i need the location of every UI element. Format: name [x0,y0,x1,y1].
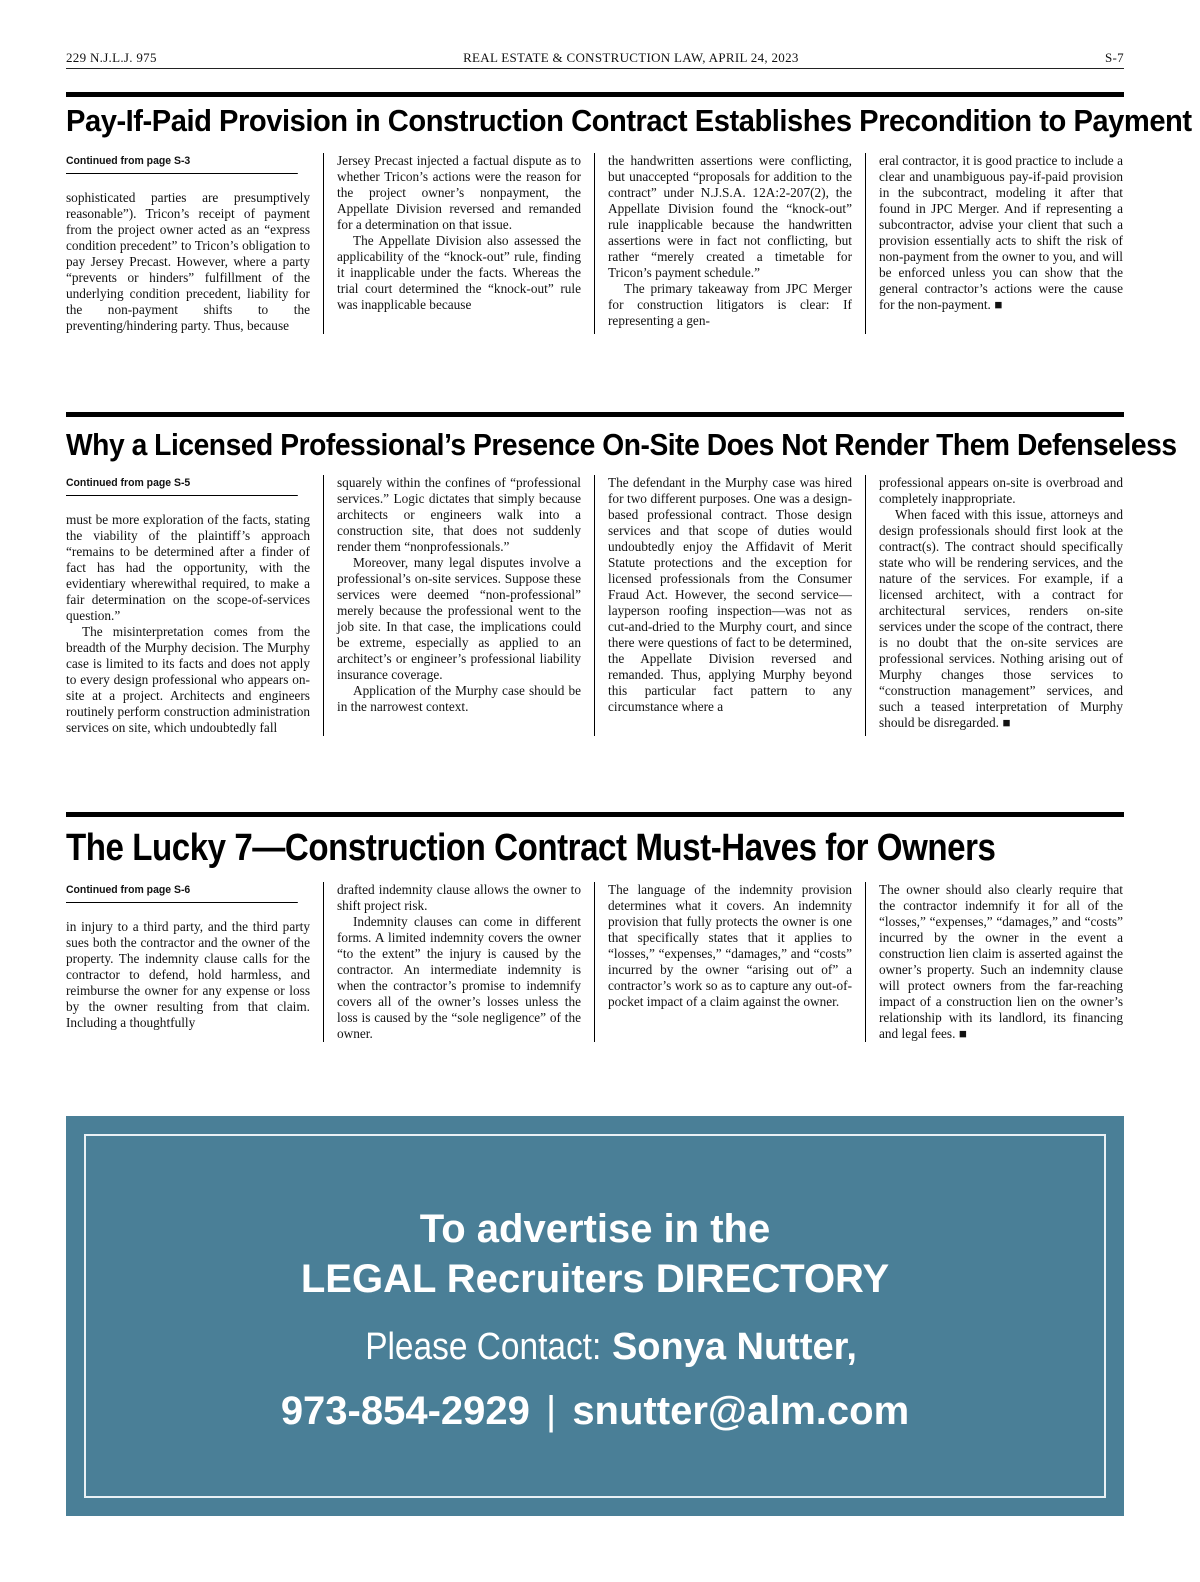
article-column [66,882,310,1042]
ad-email-link[interactable]: snutter@alm.com [572,1389,910,1433]
column-text [879,475,1123,731]
article-column [66,153,310,334]
column-text [337,153,581,313]
ad-phone[interactable]: 973-854-2929 [280,1389,530,1433]
column-text [879,882,1123,1042]
paragraph: drafted indemnity clause allows the owner to shift project risk. [337,882,581,913]
article-column [323,153,581,334]
ad-contact-label: Please Contact: [365,1326,602,1368]
paragraph: The language of the indemnity provision determines what it covers. An indemnity provision that fully protects the owner is one that specifically states that it applies to “losses,” “expenses,” “damages,” and “costs” incurred by the owner “arising out of” a contractor’s work so as to capture any out-of-pocket impact of a claim against the owner. [608,882,852,1009]
ad-divider: | [545,1389,557,1433]
paragraph: The Appellate Division also assessed the applicability of the “knock-out” rule, finding it inapplicable under the facts. Whereas the trial court determined the “knock-out” rule was inapplicable because [337,233,581,312]
paragraph: professional appears on-site is overbroad and completely inappropriate. [879,475,1123,506]
article-column [594,882,852,1042]
article-column [323,882,581,1042]
column-text [608,475,852,715]
continued-from-label: Continued from page S-6 [66,882,298,903]
article-divider [66,812,1124,817]
running-head [66,50,1124,69]
continued-from-label: Continued from page S-5 [66,475,298,496]
column-text [66,919,310,1031]
ad-contact-info [281,1386,909,1436]
article-column [865,153,1123,334]
article-column [865,882,1123,1042]
paragraph: the handwritten assertions were conflicting, but unaccepted “proposals for addition to the contract” under N.J.S.A. 12A:2-207(2), the Appellate Division found the “knock-out” rule inapplicable because the handwritten assertions were in fact not conflicting, but rather “merely created a timetable for Tricon’s payment schedule.” [608,153,852,280]
article-columns [66,882,1124,1042]
article-columns [66,475,1124,736]
advertisement-box [66,1116,1124,1516]
paragraph: Application of the Murphy case should be in the narrowest context. [337,683,581,714]
column-text [66,190,310,334]
advertisement-frame [84,1134,1106,1498]
article-columns [66,153,1124,334]
article-headline: Why a Licensed Professional’s Presence On-Site Does Not Render Them Defenseless [66,427,1177,462]
paragraph: sophisticated parties are presumptively reasonable”). Tricon’s receipt of payment from the project owner acted as an “express condition precedent” to Tricon’s obligation to pay Jersey Precast. However, where a party “prevents or hinders” fulfillment of the underlying condition precedent, liability for the non-payment shifts to the preventing/hindering party. Thus, because [66,190,310,333]
paragraph: in injury to a third party, and the third party sues both the contractor and the owner of the property. The indemnity clause calls for the contractor to defend, hold harmless, and reimburse the owner for any expense or loss by the owner resulting from that claim. Including a thoughtfully [66,919,310,1030]
ad-contact-line [333,1322,857,1372]
paragraph: Moreover, many legal disputes involve a professional’s on-site services. Suppose these services were deemed “non-professional” merely because the professional went to the job site. In that case, the implications could be extreme, especially as applied to an architect’s or engineer’s professional liability insurance coverage. [337,555,581,682]
column-text [337,475,581,715]
paragraph: must be more exploration of the facts, stating the viability of the plaintiff’s approach “remains to be determined after a finder of fact has had the opportunity, with the evidentiary wherewithal required, to make a fair determination on the scope-of-services question.” [66,512,310,623]
page-number: S-7 [1105,50,1124,65]
article-headline: Pay-If-Paid Provision in Construction Contract Establishes Precondition to Payment [66,103,1192,138]
article-column [594,153,852,334]
paragraph: The primary takeaway from JPC Merger for construction litigators is clear: If representing a gen- [608,281,852,328]
paragraph: The defendant in the Murphy case was hired for two different purposes. One was a design-based professional contract. Those design services and that scope of duties would undoubtedly enjoy the Affidavit of Merit Statute protections and the exception for licensed professionals from the Consumer Fraud Act. However, the second service—layperson roofing inspection—was not as cut-and-dried to the Murphy court, and since there were questions of fact to be determined, the Appellate Division reversed and remanded. Thus, applying Murphy beyond this particular fact pattern to any circumstance where a [608,475,852,714]
column-text [337,882,581,1042]
paragraph: The misinterpretation comes from the breadth of the Murphy decision. The Murphy case is limited to its facts and does not apply to every design professional who appears on-site at a project. Architects and engineers routinely perform construction administration services on site, which undoubtedly fall [66,624,310,735]
article-column [323,475,581,736]
column-text [608,882,852,1010]
article-column [865,475,1123,736]
ad-heading-line1: To advertise in the [419,1207,771,1251]
article-pay-if-paid [66,92,1192,334]
article-divider [66,92,1124,97]
continued-from-label: Continued from page S-3 [66,153,298,174]
paragraph: squarely within the confines of “professional services.” Logic dictates that simply because architects or engineers walk into a construction site, that does not suddenly render them “nonprofessionals.” [337,475,581,554]
column-text [879,153,1123,313]
paragraph: Jersey Precast injected a factual dispute as to whether Tricon’s actions were the reason for the project owner’s nonpayment, the Appellate Division reversed and remanded for a determination on that issue. [337,153,581,232]
column-text [608,153,852,329]
column-text [66,512,310,736]
article-column [66,475,310,736]
section-date: REAL ESTATE & CONSTRUCTION LAW, APRIL 24, 2023 [463,50,799,65]
paragraph: eral contractor, it is good practice to include a clear and unambiguous pay-if-paid provision in the subcontract, modeling it after that found in JPC Merger. And if representing a subcontractor, advise your client that such a provision essentially acts to shift the risk of non-payment from the owner to you, and will be enforced unless you can show that the general contractor’s actions were the cause for the non-payment. ■ [879,153,1123,312]
ad-contact-name: Sonya Nutter, [611,1326,857,1368]
article-headline: The Lucky 7—Construction Contract Must-Haves for Owners [66,827,996,869]
paragraph: Indemnity clauses can come in different forms. A limited indemnity covers the owner “to the extent” the injury is caused by the contractor. An intermediate indemnity is when the contractor’s promise to indemnify covers all of the owner’s losses unless the loss is caused by the “sole negligence” of the owner. [337,914,581,1041]
article-column [594,475,852,736]
paragraph: When faced with this issue, attorneys and design professionals should first look at the contract(s). The contract should specifically state who will be rendering services, and the nature of the services. For example, if a licensed architect, with a contract for architectural services, renders on-site services under the scope of the contract, there is no doubt that the on-site services are professional services. Nothing arising out of Murphy changes those services to “construction management” services, and such a teased interpretation of Murphy should be disregarded. ■ [879,507,1123,730]
article-lucky-7 [66,812,1124,1042]
article-divider [66,412,1124,417]
article-licensed-professional [66,412,1177,736]
citation: 229 N.J.L.J. 975 [66,50,157,65]
ad-heading-line2: LEGAL Recruiters DIRECTORY [300,1257,890,1301]
paragraph: The owner should also clearly require that the contractor indemnify it for all of the “losses,” “expenses,” “damages,” and “costs” incurred by the owner in the event a construction lien claim is asserted against the owner’s property. Such an indemnity clause will protect owners from the far-reaching impact of a construction lien on the owner’s relationship with its landlord, its financing and legal fees. ■ [879,882,1123,1041]
